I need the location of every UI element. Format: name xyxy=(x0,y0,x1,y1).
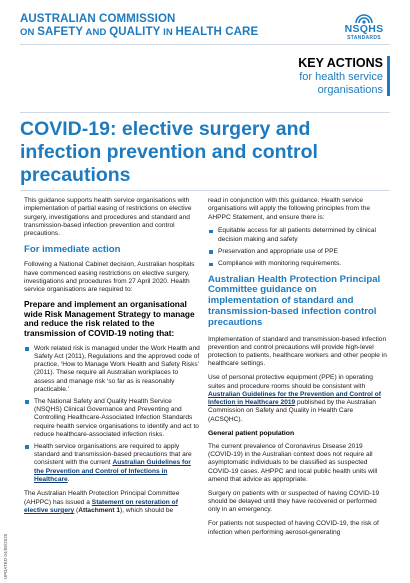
left-column xyxy=(24,197,200,521)
principles-bullet-list xyxy=(208,227,388,268)
risk-bullet-list xyxy=(24,345,200,485)
document-title: COVID-19: elective surgery and infection prevention and control precautions xyxy=(20,118,318,186)
org-word-quality: QUALITY xyxy=(109,26,161,38)
organisation-name xyxy=(20,13,258,39)
intro-paragraph: This guidance supports health service organisations with implementation of partial easing of restrictions on elective surgery, investigations and procedures and standard and transmission-based infection prevention and control precautions. xyxy=(24,197,192,238)
key-actions-box xyxy=(210,56,390,96)
paragraph-text: published by the Australian Commission on Safety and Quality in Health Care (ACSQHC). xyxy=(208,399,376,423)
paragraph-prevalence: The current prevalence of Coronavirus Disease 2019 (COVID-19) in the Australian context does not require all asymptomatic individuals to be classified as suspected COVID-19 cases. AHPPC and local public health units will amend that advice as appropriate. xyxy=(208,442,378,484)
key-actions-subtitle-2: organisations xyxy=(317,83,383,96)
logo-name: NSQHS xyxy=(344,23,384,35)
nsqhs-logo xyxy=(336,10,392,41)
paragraph-ahppc-statement xyxy=(24,490,200,515)
logo-subtitle: STANDARDS xyxy=(347,35,381,41)
section-heading-ahppc-guidance: Australian Health Protection Principal Committee guidance on implementation of standard and transmission-based infection control precautions xyxy=(208,273,381,328)
paragraph-surgery-delay: Surgery on patients with or suspected of having COVID-19 should be delayed until they have recovered or performed only in an emergency. xyxy=(208,489,380,514)
org-word-safety: SAFETY xyxy=(37,26,84,38)
key-actions-title: KEY ACTIONS xyxy=(298,56,383,70)
subheading-risk-strategy: Prepare and implement an organisational wide Risk Management Strategy to manage and reduce the risk related to the transmission of COVID-19 noting that: xyxy=(24,299,195,338)
org-word-health-care: HEALTH CARE xyxy=(175,26,259,38)
right-column xyxy=(208,197,388,542)
attachment-reference: Attachment 1 xyxy=(78,506,121,514)
paragraph-ppe xyxy=(208,374,388,424)
divider-middle xyxy=(20,112,390,113)
key-actions-subtitle-1: for health service xyxy=(299,71,383,83)
nsqhs-arc-icon xyxy=(354,10,374,24)
paragraph-aerosol-risk: For patients not suspected of having COVID-19, the risk of infection when performing aerosol-generating xyxy=(208,520,379,536)
org-word-and: AND xyxy=(83,27,110,38)
list-item: Work related risk is managed under the Work Health and Safety Act (2011), Regulations and the approved code of practice, ‘How to Manage Work Health and Safety Risks’ (2011). These require all Australian workplaces to assess and manage risk ‘so far as is reasonably practicable.’ xyxy=(24,345,200,395)
bullet-text: Health service organisations are required to apply standard and transmission-based precautions that are consistent with the current xyxy=(34,442,192,467)
list-item: Preservation and appropriate use of PPE xyxy=(208,248,388,256)
statement-restoration-link[interactable]: Statement on restoration of elective surgery xyxy=(24,498,178,514)
paragraph-implementation: Implementation of standard and transmission-based infection prevention and control precautions will provide high-level protection to patients, healthcare workers and other people in healthcare settings. xyxy=(208,335,387,368)
paragraph-principles: read in conjunction with this guidance. Health service organisations will apply the following principles from the AHPPC Statement, and ensure there is: xyxy=(208,197,370,221)
section-heading-immediate-action: For immediate action xyxy=(24,244,121,256)
paragraph-text: ( xyxy=(74,506,79,514)
org-name-line2 xyxy=(20,26,258,39)
list-item: Compliance with monitoring requirements. xyxy=(208,260,388,268)
paragraph-text: ), which should be xyxy=(120,506,174,514)
list-item xyxy=(24,443,200,484)
org-word-on: ON xyxy=(20,27,38,38)
subheading-general-population: General patient population xyxy=(208,429,295,437)
guidelines-2019-link[interactable]: Australian Guidelines for the Prevention and Control of Infection in Healthcare 2019 xyxy=(208,390,381,407)
guidelines-link[interactable]: Australian Guidelines for the Prevention and Control of Infections in Healthcare xyxy=(34,459,191,483)
paragraph-text: Use of personal protective equipment (PPE) in operating suites and procedure rooms should be consistent with xyxy=(208,374,373,390)
bullet-text: . xyxy=(67,476,70,483)
list-item: Equitable access for all patients determined by clinical decision making and safety xyxy=(208,227,388,244)
divider-top xyxy=(20,44,390,45)
org-name-line1: AUSTRALIAN COMMISSION xyxy=(20,13,176,25)
list-item: The National Safety and Quality Health Service (NSQHS) Clinical Governance and Preventing and Controlling Healthcare-Associated Infection Standards require health service organisations to identify and act to reduce healthcare-associated infection risks. xyxy=(24,398,200,439)
paragraph-text: The Australian Health Protection Principal Committee (AHPPC) has issued a xyxy=(24,490,180,506)
divider-title xyxy=(20,190,390,191)
updated-date-label: UPDATED 04/08/2020 xyxy=(3,533,8,579)
org-word-in: IN xyxy=(160,27,176,38)
paragraph-national-cabinet: Following a National Cabinet decision, Australian hospitals have commenced easing restrictions on elective surgery, investigations and procedures from 27 April 2020. Health service organisations are required to: xyxy=(24,261,195,294)
